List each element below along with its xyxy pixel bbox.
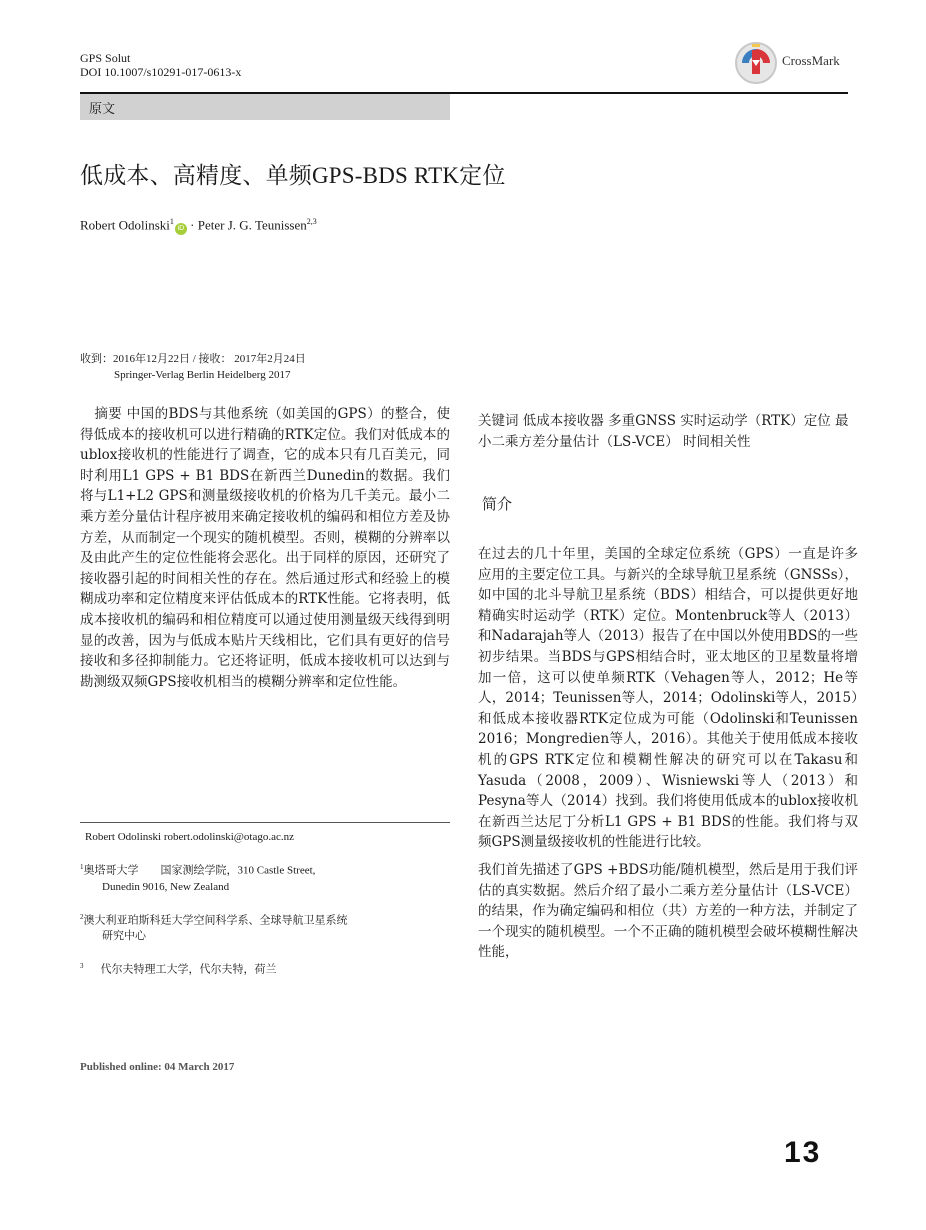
page-number: 13 xyxy=(784,1136,822,1169)
publisher-line: Springer-Verlag Berlin Heidelberg 2017 xyxy=(114,369,291,381)
author-affil-sup: 2,3 xyxy=(306,217,317,226)
abstract-text: 摘要 中国的BDS与其他系统（如美国的GPS）的整合，使得低成本的接收机可以进行精确的RTK定位。我们对低成本的ublox接收机的性能进行了调查，它的成本只有几百美元，同时利用L1 GPS + B1 BDS在新西兰Dunedin的数据。我们将与L1+L2 GPS和测量级接收机的价格为几千美元。最小二乘方差分量估计程序被用来确定接收机的编码和相位方差及协方差，从而制定一个现实的随机模型。否则，模糊的分辨率以及由此产生的定位性能将会恶化。出于同样的原因，还研究了接收器引起的时间相关性的存在。然后通过形式和经验上的模糊成功率和定位精度来评估低成本的RTK性能。它将表明，低成本接收机的编码和相位精度可以通过使用测量级天线得到明显的改善，因为与低成本贴片天线相比，它们具有更好的信号接收和多径抑制能力。它还将证明，低成本接收机可以达到与勘测级双频GPS接收机相当的模糊分辨率和定位性能。 xyxy=(80,406,450,690)
orcid-icon[interactable]: iD xyxy=(175,223,187,235)
article-title: 低成本、高精度、单频GPS-BDS RTK定位 xyxy=(80,163,506,188)
keywords: 关键词 低成本接收器 多重GNSS 实时运动学（RTK）定位 最小二乘方差分量估计（LS-VCE） 时间相关性 xyxy=(478,413,849,450)
article-type-bar xyxy=(80,94,450,120)
journal-header xyxy=(80,51,241,79)
doi: DOI 10.1007/s10291-017-0613-x xyxy=(80,65,242,79)
affiliation-line: 奥塔哥大学 国家测绘学院，310 Castle Street, xyxy=(83,864,316,877)
journal-name: GPS Solut xyxy=(80,51,131,65)
published-online: Published online: 04 March 2017 xyxy=(80,1061,235,1073)
corresponding-author[interactable]: Robert Odolinski robert.odolinski@otago.ac.nz xyxy=(85,831,295,843)
affiliation-2 xyxy=(80,909,450,945)
crossmark-icon xyxy=(734,40,778,84)
affiliation-rule xyxy=(80,822,450,823)
introduction-body xyxy=(478,544,858,970)
affiliation-line: Dunedin 9016, New Zealand xyxy=(102,880,230,893)
affiliation-sup: 3 xyxy=(80,962,84,971)
affiliation-line: 代尔夫特理工大学，代尔夫特，荷兰 xyxy=(100,963,277,976)
article-type: 原文 xyxy=(89,102,116,117)
author-name[interactable]: Peter J. G. Teunissen xyxy=(197,217,307,233)
affiliation-sup: 2 xyxy=(80,912,84,921)
affiliation-sup: 1 xyxy=(80,863,84,871)
affiliation-line: 澳大利亚珀斯科廷大学空间科学系、全球导航卫星系统 xyxy=(83,914,348,927)
crossmark-badge[interactable] xyxy=(734,38,854,84)
author-separator: · xyxy=(186,217,198,233)
crossmark-label: CrossMark xyxy=(782,53,840,68)
affiliation-line: 研究中心 xyxy=(102,930,146,943)
author-affil-sup: 1 xyxy=(169,217,174,226)
received-dates xyxy=(80,351,306,383)
received-accepted: 收到：2016年12月22日 / 接收： 2017年2月24日 xyxy=(80,353,306,365)
author-list xyxy=(80,217,317,235)
intro-paragraph: 我们首先描述了GPS +BDS功能/随机模型，然后是用于我们评估的真实数据。然后介绍了最小二乘方差分量估计（LS-VCE）的结果，作为确定编码和相位（共）方差的一种方法，并制定了一个现实的随机模型。一个不正确的随机模型会破坏模糊性解决性能， xyxy=(478,861,858,961)
affiliations xyxy=(80,829,450,992)
affiliation-3 xyxy=(80,958,450,978)
intro-paragraph: 在过去的几十年里，美国的全球定位系统（GPS）一直是许多应用的主要定位工具。与新兴的全球导航卫星系统（GNSSs），如中国的北斗导航卫星系统（BDS）相结合，可以提供更好地精确实时运动学（RTK）定位。Montenbruck等人（2013）和Nadarajah等人（2013）报告了在中国以外使用BDS的一些初步结果。当BDS与GPS相结合时，亚太地区的卫星数量将增加一倍，这可以使单频RTK（Vehagen等人，2012；He等人，2014；Teunissen等人，2014；Odolinski等人，2015）和低成本接收器RTK定位成为可能（Odolinski和Teunissen 2016；Mongredien等人，2016）。其他关于使用低成本接收机的GPS RTK定位和模糊性解决的研究可以在Takasu和Yasuda（2008，2009）、Wisniewski等人（2013）和Pesyna等人（2014）找到。我们将使用低成本的ublox接收机在新西兰达尼丁分析L1 GPS + B1 BDS的性能。我们将与双频GPS测量级接收机的性能进行比较。 xyxy=(478,546,858,851)
affiliation-1 xyxy=(80,859,450,895)
author-name[interactable]: Robert Odolinski xyxy=(80,217,170,233)
section-heading-introduction: 简介 xyxy=(482,495,513,513)
abstract xyxy=(80,404,450,692)
